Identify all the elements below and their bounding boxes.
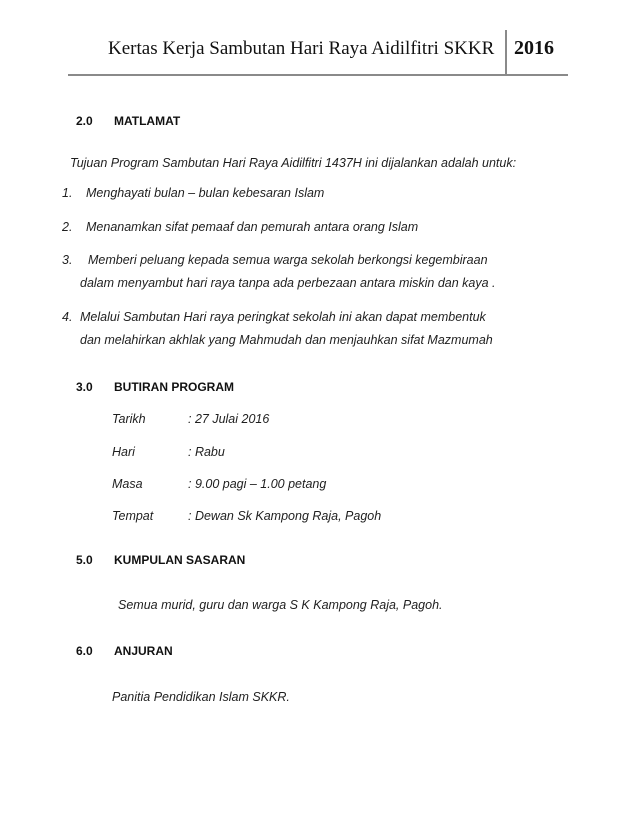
section-heading-butiran: BUTIRAN PROGRAM <box>114 380 234 394</box>
list-item-text: Menanamkan sifat pemaaf dan pemurah antara orang Islam <box>86 220 419 234</box>
list-item-text: Memberi peluang kepada semua warga sekolah berkongsi kegembiraan <box>88 253 488 267</box>
detail-label-tarikh: Tarikh <box>112 412 146 426</box>
list-item-text-continued: dalam menyambut hari raya tanpa ada perbezaan antara miskin dan kaya . <box>80 276 496 290</box>
detail-label-masa: Masa <box>112 477 143 491</box>
header-divider <box>505 30 507 76</box>
list-item-prefix: 1. <box>62 186 73 200</box>
section-number: 3.0 <box>76 380 93 394</box>
section-number: 2.0 <box>76 114 93 128</box>
section-heading-sasaran: KUMPULAN SASARAN <box>114 553 246 567</box>
list-item-text: Menghayati bulan – bulan kebesaran Islam <box>86 186 325 200</box>
section-heading-matlamat: MATLAMAT <box>114 114 181 128</box>
document-header-year: 2016 <box>514 37 554 59</box>
matlamat-intro: Tujuan Program Sambutan Hari Raya Aidilfitri 1437H ini dijalankan adalah untuk: <box>70 156 517 170</box>
list-item-text-continued: dan melahirkan akhlak yang Mahmudah dan menjauhkan sifat Mazmumah <box>80 333 493 347</box>
detail-label-tempat: Tempat <box>112 509 154 523</box>
detail-value-tarikh: : 27 Julai 2016 <box>188 412 270 426</box>
list-item-prefix: 2. <box>62 220 73 234</box>
detail-value-hari: : Rabu <box>188 445 225 459</box>
anjuran-text: Panitia Pendidikan Islam SKKR. <box>112 690 290 704</box>
section-number: 6.0 <box>76 644 93 658</box>
section-heading-anjuran: ANJURAN <box>114 644 173 658</box>
detail-label-hari: Hari <box>112 445 135 459</box>
list-item-prefix: 3. <box>62 253 73 267</box>
sasaran-text: Semua murid, guru dan warga S K Kampong Raja, Pagoh. <box>118 598 443 612</box>
header-rule <box>68 74 568 76</box>
document-header-title: Kertas Kerja Sambutan Hari Raya Aidilfitri SKKR <box>108 38 495 59</box>
section-number: 5.0 <box>76 553 93 567</box>
list-item-text: Melalui Sambutan Hari raya peringkat sekolah ini akan dapat membentuk <box>80 310 486 324</box>
detail-value-tempat: : Dewan Sk Kampong Raja, Pagoh <box>188 509 382 523</box>
detail-value-masa: : 9.00 pagi – 1.00 petang <box>188 477 327 491</box>
list-item-prefix: 4. <box>62 310 73 324</box>
